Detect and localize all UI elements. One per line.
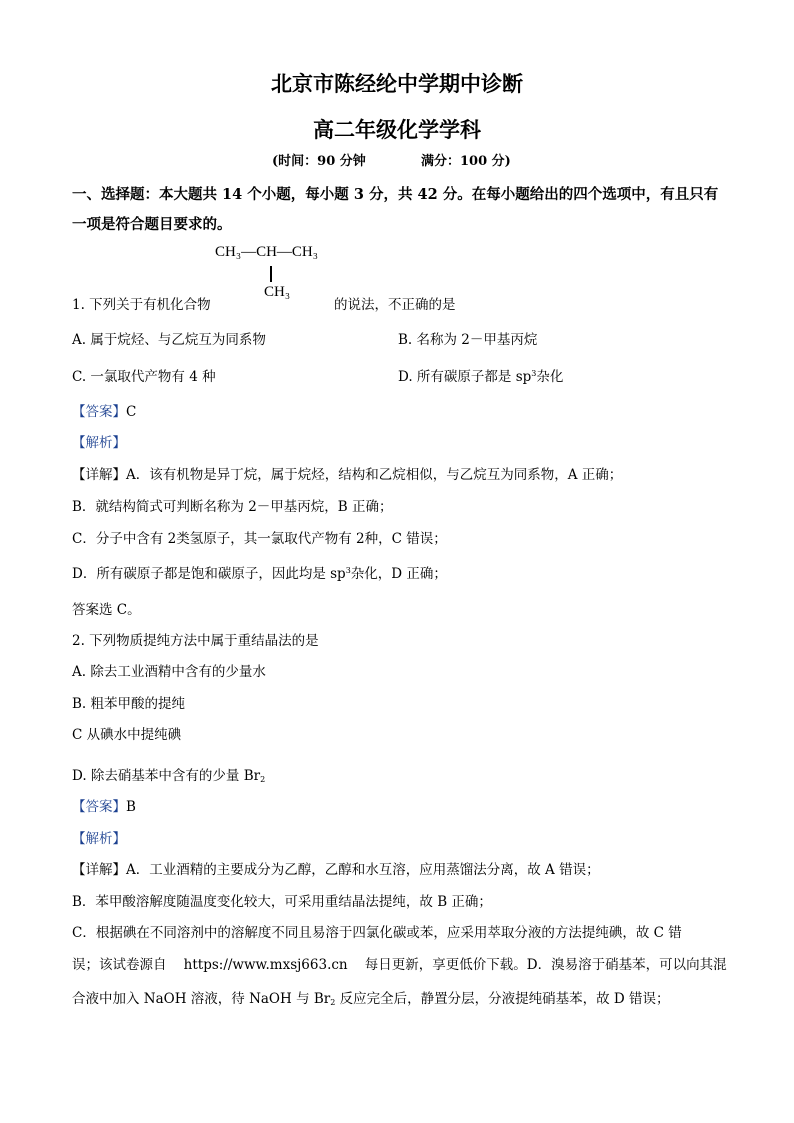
answer-tag: 【答案】 [72, 799, 126, 815]
q1-option-d: D. 所有碳原子都是 $sp^3$杂化 [398, 369, 564, 385]
exam-time: (时间：90 分钟 [272, 154, 366, 169]
structure-formula-top: CH₃—CH—CH₃ [215, 244, 318, 260]
q1-option-a: A. 属于烷烃、与乙烷互为同系物 [72, 332, 266, 348]
q2-detail-a: 【详解】A．工业酒精的主要成分为乙醇，乙醇和水互溶，应用蒸馏法分离，故 A 错误； [72, 862, 600, 878]
q1-stem-end: 的说法，不正确的是 [334, 297, 456, 313]
q2-option-a: A. 除去工业酒精中含有的少量水 [72, 664, 266, 680]
q1-answer: 【答案】C [72, 404, 137, 420]
document-title: 北京市陈经纶中学期中诊断 [271, 71, 523, 96]
q1-option-c: C. 一氯取代产物有 4 种 [72, 369, 216, 385]
q2-detail-c-line1: C．根据碘在不同溶剂中的溶解度不同且易溶于四氯化碳或苯，应采用萃取分液的方法提纯碘，故 C 错 [72, 925, 682, 941]
structure-bond [270, 266, 272, 282]
q2-stem: 2. 下列物质提纯方法中属于重结晶法的是 [72, 633, 319, 649]
section-heading: 一、选择题：本大题共 14 个小题，每小题 3 分，共 42 分。在每小题给出的四个选项中，有且只有一项是符合题目要求的。 [72, 186, 719, 233]
exam-score: 满分：100 分) [421, 154, 511, 169]
answer-tag: 【答案】 [72, 404, 126, 420]
q2-detail-c-line3: 合液中加入 NaOH 溶液，待 NaOH 与 $Br_2$ 反应完全后，静置分层，分液提纯硝基苯，故 D 错误； [72, 991, 670, 1007]
q1-stem-start: 1. 下列关于有机化合物 [72, 297, 211, 313]
q1-analysis-tag: 【解析】 [72, 435, 126, 451]
q1-detail-b: B．就结构简式可判断名称为 2－甲基丙烷，B 正确； [72, 499, 393, 515]
q2-option-d: D. 除去硝基苯中含有的少量 $Br_2$ [72, 768, 266, 784]
structure-formula-bottom: CH₃ [264, 284, 291, 300]
q2-option-b: B. 粗苯甲酸的提纯 [72, 696, 186, 712]
q1-conclusion: 答案选 C。 [72, 602, 141, 618]
document-subtitle: 高二年级化学学科 [313, 117, 481, 142]
q1-detail-c: C．分子中含有 2类氢原子，其一氯取代产物有 2种，C 错误； [72, 531, 447, 547]
q2-analysis-tag: 【解析】 [72, 831, 126, 847]
q1-detail-d: D．所有碳原子都是饱和碳原子，因此均是 $sp^3$杂化，D 正确； [72, 566, 447, 582]
q2-answer: 【答案】B [72, 799, 136, 815]
q2-detail-b: B．苯甲酸溶解度随温度变化较大，可采用重结晶法提纯，故 B 正确； [72, 894, 492, 910]
q2-option-c: C 从碘水中提纯碘 [72, 727, 182, 743]
q1-option-b: B. 名称为 2－甲基丙烷 [398, 332, 538, 348]
q1-detail-a: 【详解】A．该有机物是异丁烷，属于烷烃，结构和乙烷相似，与乙烷互为同系物，A 正确； [72, 467, 623, 483]
q2-detail-c-line2: 误；该试卷源自 https://www.mxsj663.cn 每日更新，享更低价下载。D．溴易溶于硝基苯，可以向其混 [72, 957, 727, 973]
